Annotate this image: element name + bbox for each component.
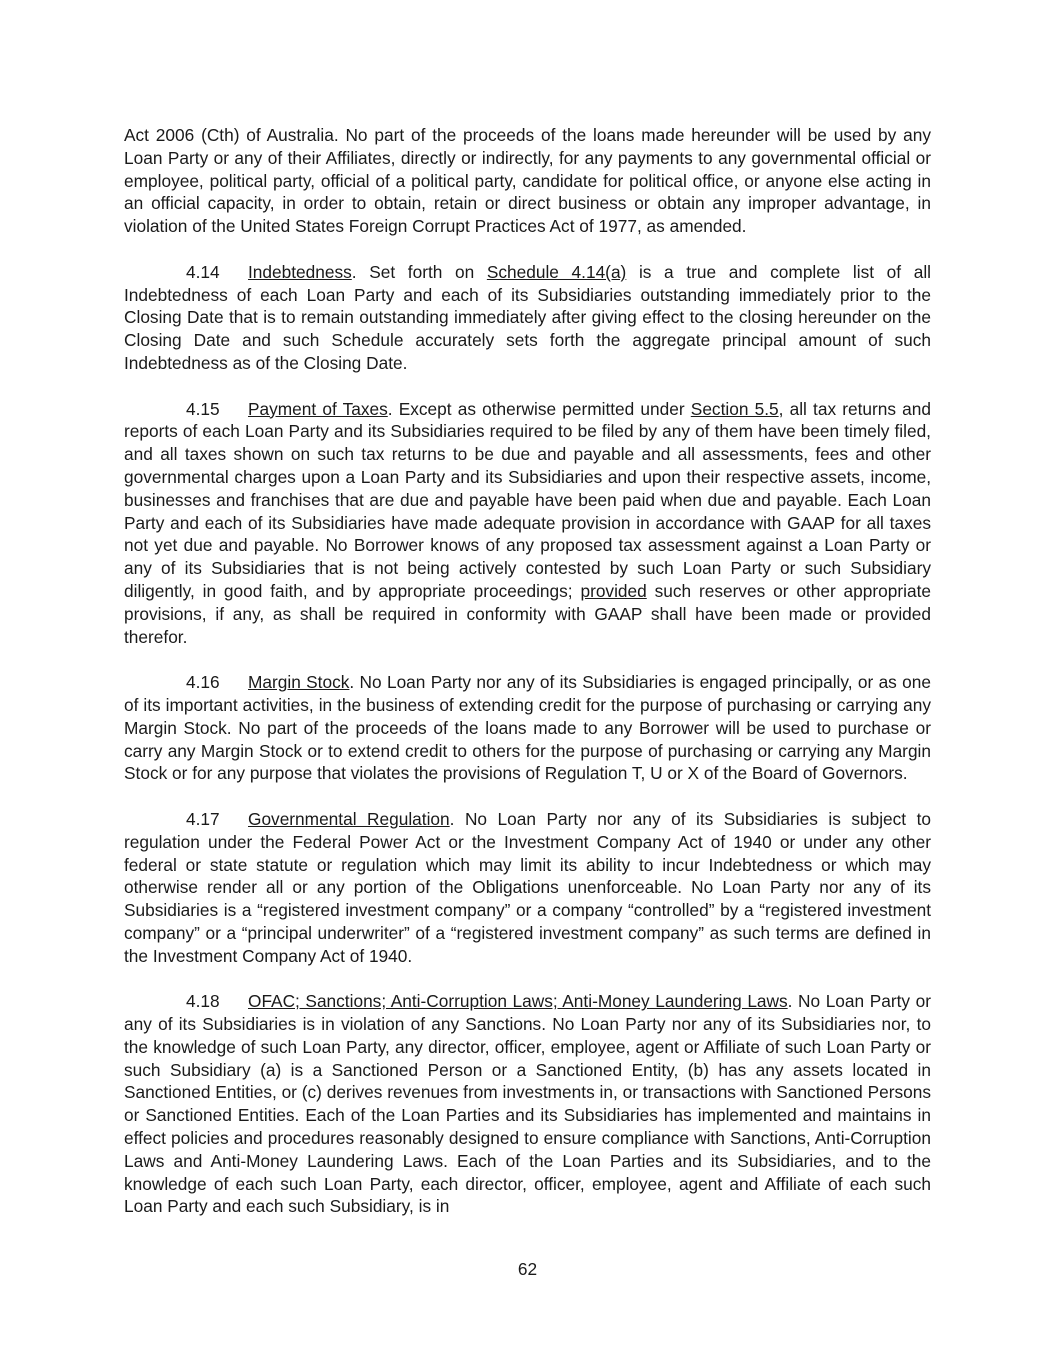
- page-number: 62: [517, 1259, 538, 1279]
- section-number: 4.17: [186, 808, 220, 829]
- section-4-16: [124, 671, 931, 785]
- section-4-18: [124, 990, 931, 1218]
- section-heading: Payment of Taxes: [248, 398, 388, 419]
- section-text: . Except as otherwise permitted under: [387, 398, 691, 419]
- document-body: [124, 124, 931, 1241]
- section-4-17: [124, 808, 931, 968]
- section-heading: Governmental Regulation: [248, 808, 450, 829]
- section-number: 4.15: [186, 398, 220, 419]
- section-number: 4.16: [186, 672, 220, 693]
- section-heading: OFAC; Sanctions; Anti-Corruption Laws; Anti-Money Laundering Laws: [248, 991, 788, 1012]
- section-4-14: [124, 261, 931, 375]
- opening-paragraph-text: Act 2006 (Cth) of Australia. No part of the proceeds of the loans made hereunder will be used by any Loan Party or any of their Affiliates, directly or indirectly, for any payments to any governmental official or employee, political party, official of a political party, candidate for political office, or anyone else acting in an official capacity, in order to obtain, retain or direct business or obtain any improper advantage, in violation of the United States Foreign Corrupt Practices Act of 1977, as amended.: [124, 125, 931, 237]
- opening-paragraph: [124, 124, 931, 238]
- cross-reference: Section 5.5: [690, 398, 779, 419]
- section-number: 4.18: [186, 991, 220, 1012]
- section-text: . No Loan Party nor any of its Subsidiaries is subject to regulation under the Federal Power Act or the Investment Company Act of 1940 or under any other federal or state statute or regulation which may limit its ability to incur Indebtedness or which may otherwise render all or any portion of the Obligations unenforceable. No Loan Party nor any of its Subsidiaries is a “registered investment company” or a company “controlled” by a “registered investment company” or a “principal underwriter” of a “registered investment company” as such terms are defined in the Investment Company Act of 1940.: [124, 808, 931, 966]
- section-text: , all tax returns and reports of each Loan Party and its Subsidiaries required to be filed by any of them have been timely filed, and all taxes shown on such tax returns to be due and payable and all assessments, fees and other governmental charges upon a Loan Party and its Subsidiaries and upon their respective assets, income, businesses and franchises that are due and payable have been paid when due and payable. Each Loan Party and each of its Subsidiaries have made adequate provision in accordance with GAAP for all taxes not yet due and payable. No Borrower knows of any proposed tax assessment against a Loan Party or any of its Subsidiaries that is not being actively contested by such Loan Party or such Subsidiary diligently, in good faith, and by appropriate proceedings;: [124, 398, 932, 601]
- section-text: such reserves or other appropriate provisions, if any, as shall be required in conformity with GAAP shall have been made or provided therefor.: [124, 580, 931, 647]
- section-text: is a true and complete list of all Indebtedness of each Loan Party and each of its Subsidiaries outstanding immediately prior to the Closing Date that is to remain outstanding immediately after giving effect to the closing hereunder on the Closing Date and such Schedule accurately sets forth the aggregate principal amount of such Indebtedness as of the Closing Date.: [124, 261, 932, 373]
- section-text: . No Loan Party or any of its Subsidiaries is in violation of any Sanctions. No Loan Party nor any of its Subsidiaries nor, to the knowledge of such Loan Party, any director, officer, employee, agent or Affiliate of such Loan Party or such Subsidiary (a) is a Sanctioned Person or a Sanctioned Entity, (b) has any assets located in Sanctioned Entities, or (c) derives revenues from investments in, or transactions with Sanctioned Persons or Sanctioned Entities. Each of the Loan Parties and its Subsidiaries has implemented and maintains in effect policies and procedures reasonably designed to ensure compliance with Sanctions, Anti-Corruption Laws and Anti-Money Laundering Laws. Each of the Loan Parties and its Subsidiaries, and to the knowledge of each such Loan Party, each director, officer, employee, agent and Affiliate of each such Loan Party and each such Subsidiary, is in: [124, 991, 931, 1217]
- section-heading: Margin Stock: [248, 672, 350, 693]
- section-text: . Set forth on: [351, 261, 487, 282]
- section-4-15: [124, 398, 931, 649]
- section-number: 4.14: [186, 261, 220, 282]
- cross-reference: Schedule 4.14(a): [486, 261, 627, 282]
- emphasis-term: provided: [580, 580, 647, 601]
- section-heading: Indebtedness: [248, 261, 352, 282]
- section-text: . No Loan Party nor any of its Subsidiaries is engaged principally, or as one of its important activities, in the business of extending credit for the purpose of purchasing or carrying any Margin Stock. No part of the proceeds of the loans made to any Borrower will be used to purchase or carry any Margin Stock or to extend credit to others for the purpose of purchasing or carrying any Margin Stock or for any purpose that violates the provisions of Regulation T, U or X of the Board of Governors.: [124, 672, 931, 784]
